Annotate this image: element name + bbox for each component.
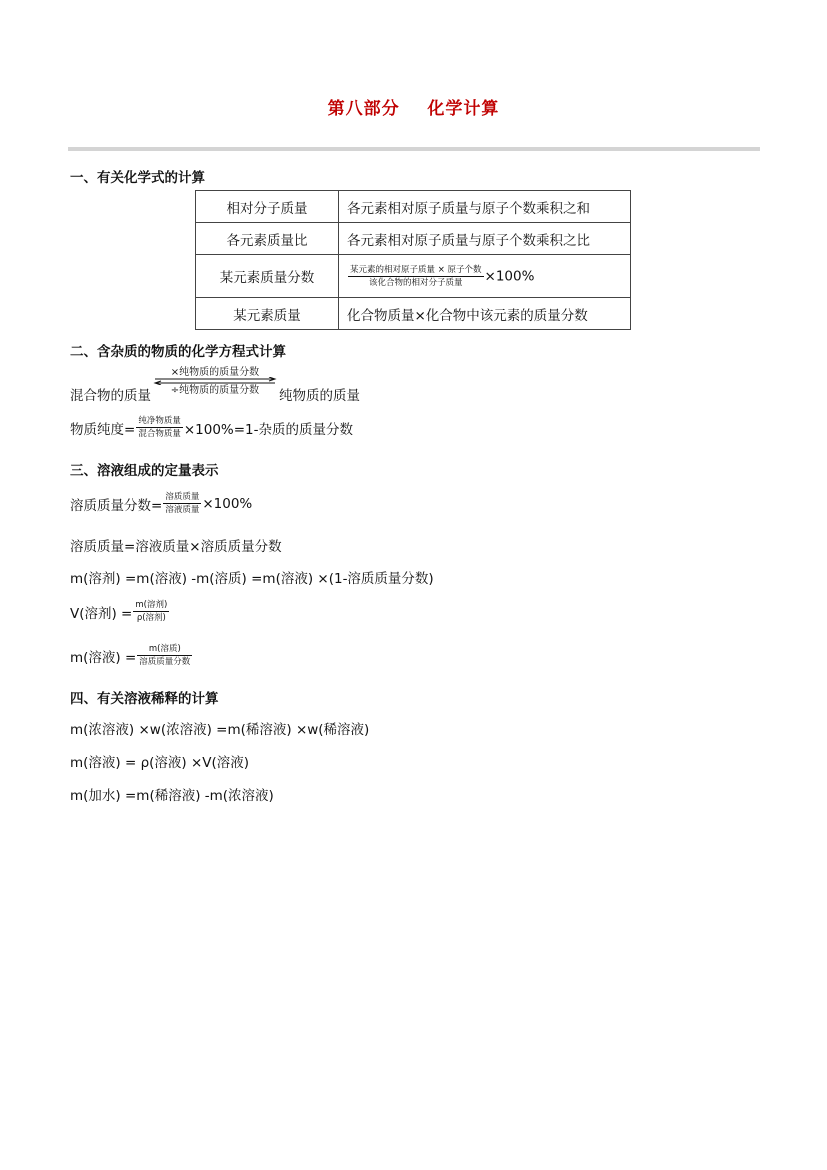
fraction-denominator: 溶质质量分数 — [139, 657, 191, 667]
fraction-numerator: 某元素的相对原子质量 × 原子个数 — [350, 264, 482, 275]
section-heading-dilution: 四、有关溶液稀释的计算 — [70, 691, 219, 707]
dilution-formula-2: m(溶液) = ρ(溶液) ×V(溶液) — [70, 755, 250, 771]
double-arrow-icon — [153, 377, 277, 385]
formula-calc-table — [195, 190, 631, 330]
fraction — [348, 265, 484, 288]
page-title: 第八部分 化学计算 — [327, 99, 500, 119]
fraction-numerator: m(溶剂) — [135, 600, 168, 610]
purity-formula — [70, 416, 353, 439]
dilution-formula-3: m(加水) =m(稀溶液) -m(浓溶液) — [70, 788, 274, 804]
section-heading-impure-calc: 二、含杂质的物质的化学方程式计算 — [70, 344, 286, 360]
table-cell-name: 各元素质量比 — [196, 223, 339, 255]
fraction-numerator: m(溶质) — [148, 644, 181, 654]
solute-mass-formula: 溶质质量=溶液质量×溶质质量分数 — [70, 539, 282, 555]
impure-conversion — [70, 366, 360, 402]
solution-mass-formula — [70, 644, 193, 667]
formula-suffix: ×100% — [484, 268, 535, 284]
fraction-numerator: 溶质质量 — [165, 492, 200, 502]
formula-prefix: 溶质质量分数= — [70, 497, 163, 514]
arrow-bottom-label: ÷纯物质的质量分数 — [170, 385, 260, 396]
table-cell-name: 某元素质量分数 — [196, 255, 339, 298]
fraction-numerator: 纯净物质量 — [138, 416, 181, 426]
table-row — [196, 255, 631, 298]
purity-suffix: ×100%=1-杂质的质量分数 — [183, 421, 354, 438]
fraction — [136, 416, 183, 439]
conversion-arrows — [153, 367, 277, 401]
fraction-denominator: 该化合物的相对分子质量 — [369, 277, 463, 288]
fraction — [133, 600, 169, 623]
table-cell-name: 某元素质量 — [196, 298, 339, 330]
table-cell-formula: 化合物质量×化合物中该元素的质量分数 — [339, 298, 631, 330]
table-cell-formula: 各元素相对原子质量与原子个数乘积之比 — [339, 223, 631, 255]
table-cell-name: 相对分子质量 — [196, 191, 339, 223]
arrow-top-label: ×纯物质的质量分数 — [170, 367, 260, 378]
fraction-denominator: 溶液质量 — [165, 505, 200, 515]
purity-prefix: 物质纯度= — [70, 421, 136, 438]
fraction — [163, 492, 201, 515]
mass-fraction-formula — [70, 492, 252, 515]
formula-prefix: V(溶剂) = — [70, 605, 133, 622]
table-cell-formula — [339, 255, 631, 298]
title-divider — [68, 147, 760, 151]
table-cell-formula: 各元素相对原子质量与原子个数乘积之和 — [339, 191, 631, 223]
section-heading-solution: 三、溶液组成的定量表示 — [70, 463, 219, 479]
fraction — [137, 644, 192, 667]
formula-prefix: m(溶液) = — [70, 649, 137, 666]
dilution-formula-1: m(浓溶液) ×w(浓溶液) =m(稀溶液) ×w(稀溶液) — [70, 722, 370, 738]
fraction-denominator: ρ(溶剂) — [136, 613, 166, 623]
fraction-denominator: 混合物质量 — [138, 429, 181, 439]
pure-mass-label: 纯物质的质量 — [279, 388, 360, 404]
solvent-mass-formula: m(溶剂) =m(溶液) -m(溶质) =m(溶液) ×(1-溶质质量分数) — [70, 571, 434, 587]
table-row — [196, 191, 631, 223]
table-row — [196, 298, 631, 330]
solvent-volume-formula — [70, 600, 170, 623]
mixture-mass-label: 混合物的质量 — [70, 388, 151, 404]
formula-suffix: ×100% — [202, 495, 253, 512]
table-row — [196, 223, 631, 255]
section-heading-formula-calc: 一、有关化学式的计算 — [70, 170, 205, 186]
